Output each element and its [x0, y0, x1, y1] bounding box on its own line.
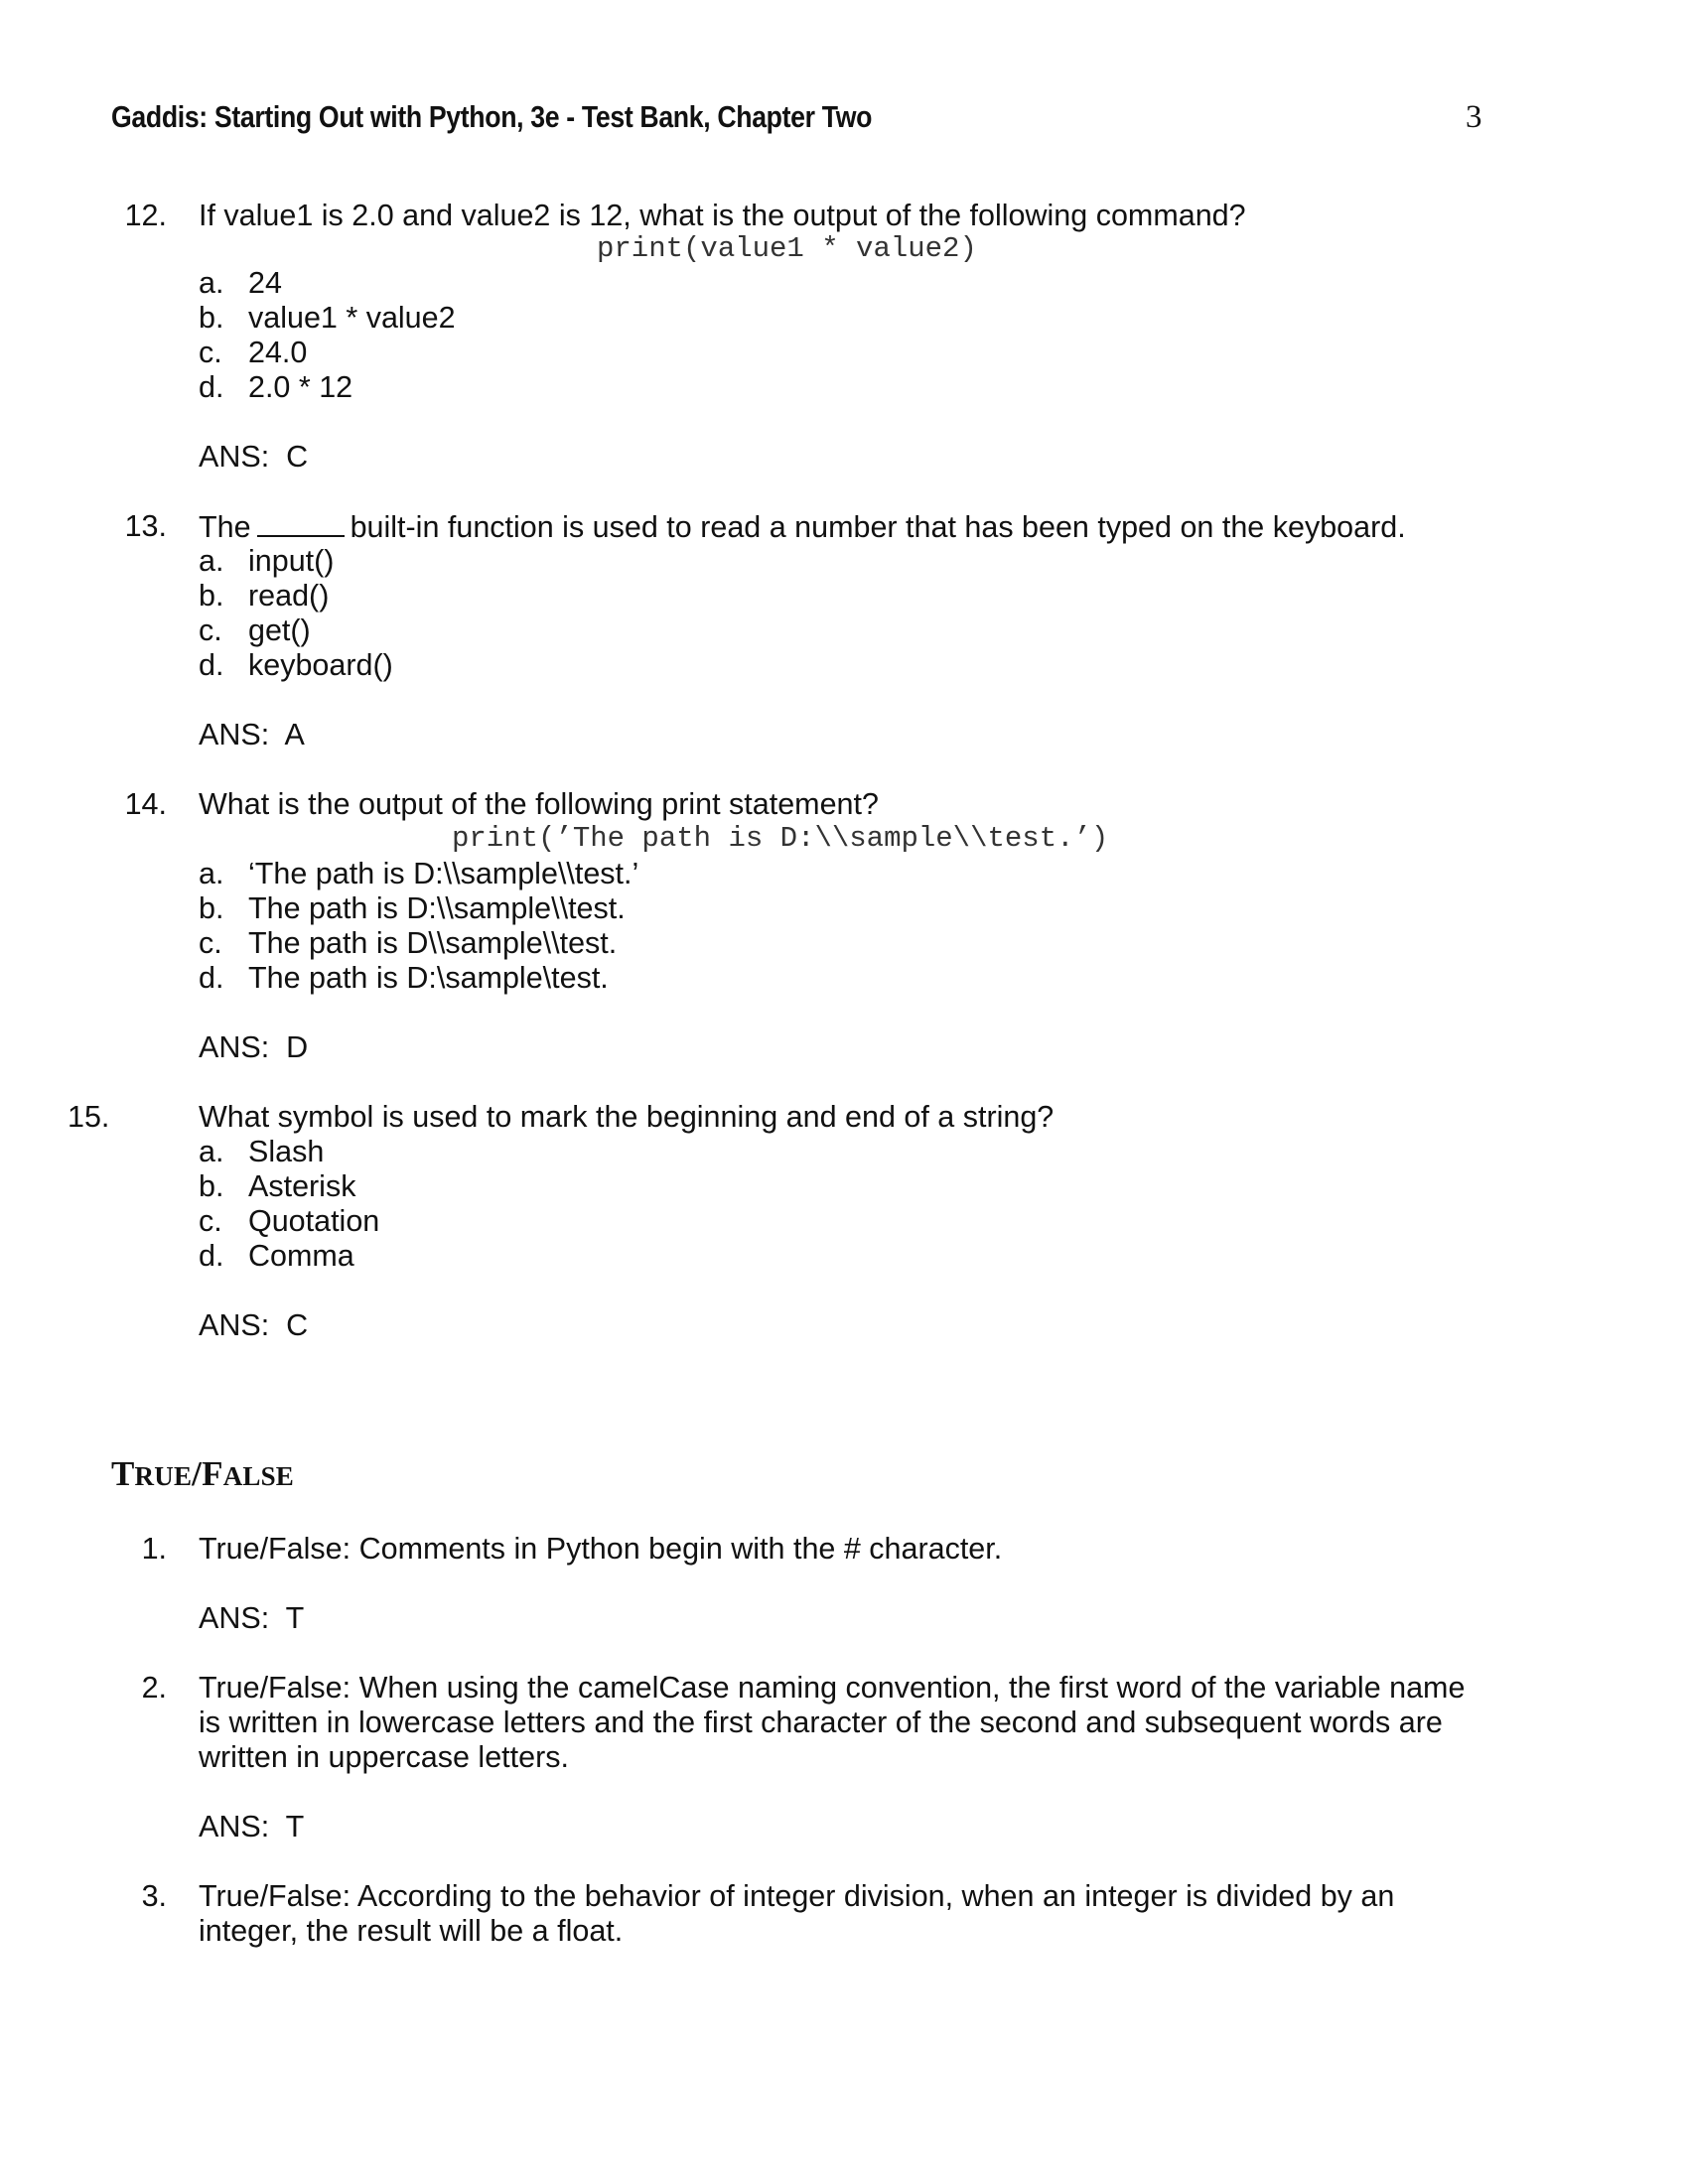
heading-slash: / — [192, 1454, 203, 1493]
option-a — [199, 857, 638, 891]
option-letter: a. — [199, 544, 224, 578]
question-number: 15. — [68, 1100, 110, 1134]
option-letter: a. — [199, 266, 224, 300]
option-b — [199, 579, 329, 614]
option-text: Asterisk — [248, 1169, 356, 1203]
option-letter: d. — [199, 648, 224, 682]
option-d — [199, 648, 393, 683]
option-text: Comma — [248, 1239, 354, 1273]
option-text: 24 — [248, 266, 282, 300]
question-text-line: True/False: When using the camelCase naming convention, the first word of the variable name — [199, 1671, 1466, 1705]
option-letter: c. — [199, 336, 222, 369]
option-text: value1 * value2 — [248, 301, 456, 335]
question-text-line: is written in lowercase letters and the first character of the second and subsequent words are — [199, 1706, 1443, 1739]
question-number: 3. — [141, 1879, 167, 1913]
option-text: Quotation — [248, 1204, 380, 1238]
option-text: input() — [248, 544, 335, 578]
option-b — [199, 1169, 355, 1204]
heading-cap: F — [202, 1454, 223, 1493]
option-c — [199, 614, 311, 648]
answer: ANS: D — [199, 1030, 309, 1064]
question-text: True/False: Comments in Python begin with the # character. — [199, 1532, 1003, 1566]
question-text-start: The — [199, 510, 251, 544]
section-heading-true-false — [111, 1454, 294, 1494]
option-a — [199, 1135, 324, 1169]
question-number: 12. — [124, 199, 167, 232]
option-c — [199, 1204, 379, 1239]
heading-smallcaps: ALSE — [222, 1461, 295, 1491]
option-text: The path is D\\sample\\test. — [248, 926, 618, 960]
option-letter: c. — [199, 614, 222, 647]
heading-cap: T — [111, 1454, 135, 1493]
running-header-title: Gaddis: Starting Out with Python, 3e - Test Bank, Chapter Two — [111, 99, 873, 134]
fill-in-blank — [257, 509, 345, 537]
option-a — [199, 544, 334, 579]
answer: ANS: T — [199, 1810, 305, 1843]
option-text: Slash — [248, 1135, 325, 1168]
option-text: The path is D:\sample\test. — [248, 961, 609, 995]
question-text-line: written in uppercase letters. — [199, 1740, 569, 1774]
option-letter: a. — [199, 857, 224, 890]
question-text-line: integer, the result will be a float. — [199, 1914, 624, 1948]
code-snippet: print(’The path is D:\\sample\\test.’) — [452, 822, 1109, 855]
answer: ANS: T — [199, 1601, 305, 1635]
heading-smallcaps: RUE — [134, 1461, 193, 1491]
option-d — [199, 1239, 354, 1274]
question-number: 14. — [124, 787, 167, 821]
option-letter: b. — [199, 579, 224, 613]
answer: ANS: C — [199, 440, 309, 474]
answer: ANS: A — [199, 718, 305, 751]
answer: ANS: C — [199, 1308, 309, 1342]
page-number: 3 — [1466, 99, 1482, 135]
option-text: 24.0 — [248, 336, 308, 369]
option-text: read() — [248, 579, 330, 613]
option-letter: b. — [199, 891, 224, 925]
option-c — [199, 926, 617, 961]
question-text: What symbol is used to mark the beginning and end of a string? — [199, 1100, 1055, 1134]
option-letter: a. — [199, 1135, 224, 1168]
question-number: 2. — [141, 1671, 167, 1705]
option-text: The path is D:\\sample\\test. — [248, 891, 626, 925]
option-text: keyboard() — [248, 648, 393, 682]
question-text-line: True/False: According to the behavior of integer division, when an integer is divided by an — [199, 1879, 1395, 1913]
option-text: get() — [248, 614, 311, 647]
question-number: 1. — [141, 1532, 167, 1566]
option-b — [199, 891, 626, 926]
option-letter: c. — [199, 1204, 222, 1238]
option-b — [199, 301, 456, 336]
code-snippet: print(value1 * value2) — [597, 232, 977, 265]
option-letter: b. — [199, 301, 224, 335]
question-text — [199, 509, 1489, 545]
option-c — [199, 336, 307, 370]
question-text: If value1 is 2.0 and value2 is 12, what is the output of the following command? — [199, 199, 1246, 232]
option-letter: d. — [199, 1239, 224, 1273]
question-text: What is the output of the following print statement? — [199, 787, 879, 821]
option-letter: d. — [199, 370, 224, 404]
option-text: ‘The path is D:\\sample\\test.’ — [248, 857, 639, 890]
option-letter: c. — [199, 926, 222, 960]
question-text-end: built-in function is used to read a number that has been typed on the keyboard. — [350, 510, 1406, 544]
option-d — [199, 370, 352, 405]
option-a — [199, 266, 282, 301]
option-text: 2.0 * 12 — [248, 370, 353, 404]
option-letter: d. — [199, 961, 224, 995]
option-d — [199, 961, 609, 996]
question-number: 13. — [124, 509, 167, 543]
option-letter: b. — [199, 1169, 224, 1203]
